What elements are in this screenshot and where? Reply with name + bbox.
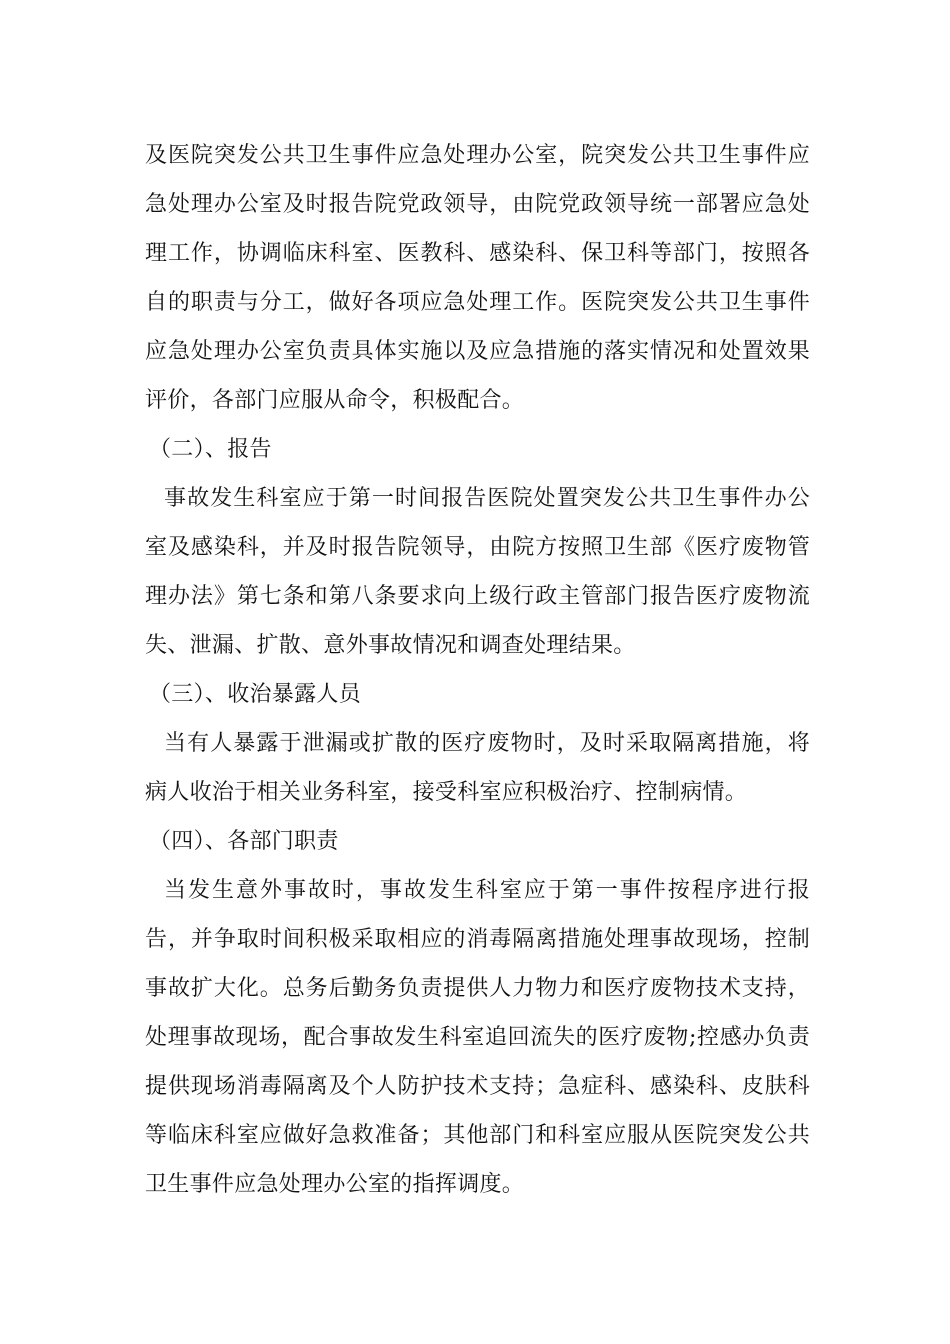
- paragraph-department-duties: 当发生意外事故时，事故发生科室应于第一事件按程序进行报告，并争取时间积极采取相应的消毒隔离措施处理事故现场，控制事故扩大化。总务后勤务负责提供人力物力和医疗废物技术支持，处理事故现场，配合事故发生科室追回流失的医疗废物;控感办负责提供现场消毒隔离及个人防护技术支持；急症科、感染科、皮肤科等临床科室应做好急救准备；其他部门和科室应服从医院突发公共卫生事件应急处理办公室的指挥调度。: [145, 878, 810, 1197]
- paragraph-continuation: 及医院突发公共卫生事件应急处理办公室，院突发公共卫生事件应急处理办公室及时报告院党政领导，由院党政领导统一部署应急处理工作，协调临床科室、医教科、感染科、保卫科等部门，按照各自的职责与分工，做好各项应急处理工作。医院突发公共卫生事件应急处理办公室负责具体实施以及应急措施的落实情况和处置效果评价，各部门应服从命令，积极配合。: [145, 143, 810, 413]
- section-heading-department-duties: （四）、各部门职责: [149, 829, 339, 854]
- section-heading-exposed-persons: （三）、收治暴露人员: [149, 682, 362, 707]
- document-body: [145, 131, 810, 1209]
- paragraph-exposed-persons: 当有人暴露于泄漏或扩散的医疗废物时，及时采取隔离措施，将病人收治于相关业务科室，接受科室应积极治疗、控制病情。: [145, 731, 810, 805]
- section-heading-report: （二）、报告: [149, 437, 272, 462]
- paragraph-report: 事故发生科室应于第一时间报告医院处置突发公共卫生事件办公室及感染科，并及时报告院领导，由院方按照卫生部《医疗废物管理办法》第七条和第八条要求向上级行政主管部门报告医疗废物流失、泄漏、扩散、意外事故情况和调查处理结果。: [145, 486, 810, 658]
